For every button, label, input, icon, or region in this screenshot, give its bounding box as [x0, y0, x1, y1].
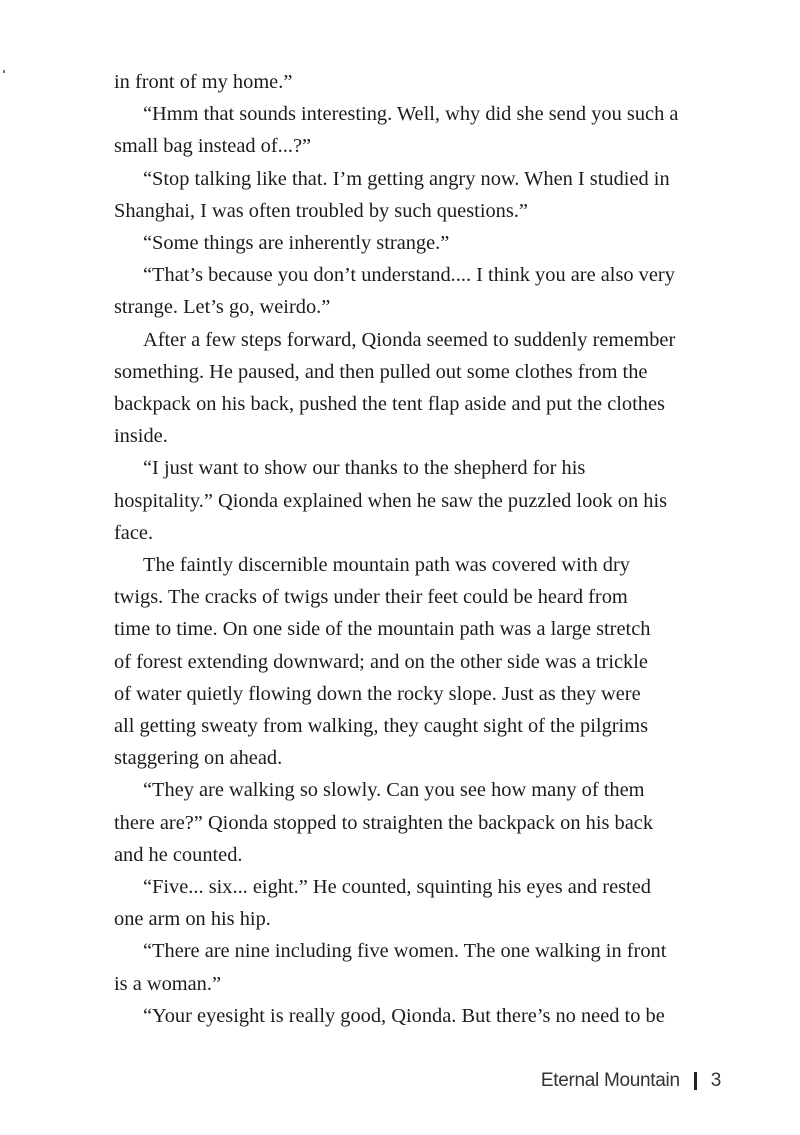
paragraph: The faintly discernible mountain path was covered with dry twigs. The cracks of twigs under their feet could be heard from time to time. On one side of the mountain path was a large stretch of forest extending downward; and on the other side was a trickle of water quietly flowing down the rocky slope. Just as they were all getting sweaty from walking, they caught sight of the pilgrims staggering on ahead. [114, 554, 651, 770]
paragraph: “Hmm that sounds interesting. Well, why did she send you such a small bag instead of...?” [114, 103, 679, 158]
paragraph: “Some things are inherently strange.” [143, 232, 450, 255]
paragraph: “Your eyesight is really good, Qionda. But there’s no need to be [143, 1004, 665, 1027]
paragraph: “Five... six... eight.” He counted, squinting his eyes and rested one arm on his hip. [114, 876, 651, 931]
paragraph: After a few steps forward, Qionda seemed to suddenly remember something. He paused, and then pulled out some clothes from the backpack on his back, pushed the tent flap aside and put the clothes inside. [114, 328, 676, 448]
paragraph: “Stop talking like that. I’m getting angry now. When I studied in Shanghai, I was often troubled by such questions.” [114, 167, 670, 222]
page-footer [541, 1066, 721, 1096]
scan-edge-mark [3, 70, 5, 73]
page-number: 3 [710, 1070, 721, 1091]
footer-divider [694, 1072, 697, 1090]
paragraph: “I just want to show our thanks to the shepherd for his hospitality.” Qionda explained when he saw the puzzled look on his face. [114, 457, 668, 544]
paragraph: “That’s because you don’t understand.... I think you are also very strange. Let’s go, weirdo.” [114, 264, 675, 319]
running-title: Eternal Mountain [540, 1070, 680, 1091]
paragraph: “There are nine including five women. The one walking in front is a woman.” [114, 940, 667, 995]
paragraph: “They are walking so slowly. Can you see how many of them there are?” Qionda stopped to straighten the backpack on his back and he counted. [114, 779, 654, 866]
body-text [114, 66, 722, 1032]
paragraph: in front of my home.” [114, 71, 293, 93]
